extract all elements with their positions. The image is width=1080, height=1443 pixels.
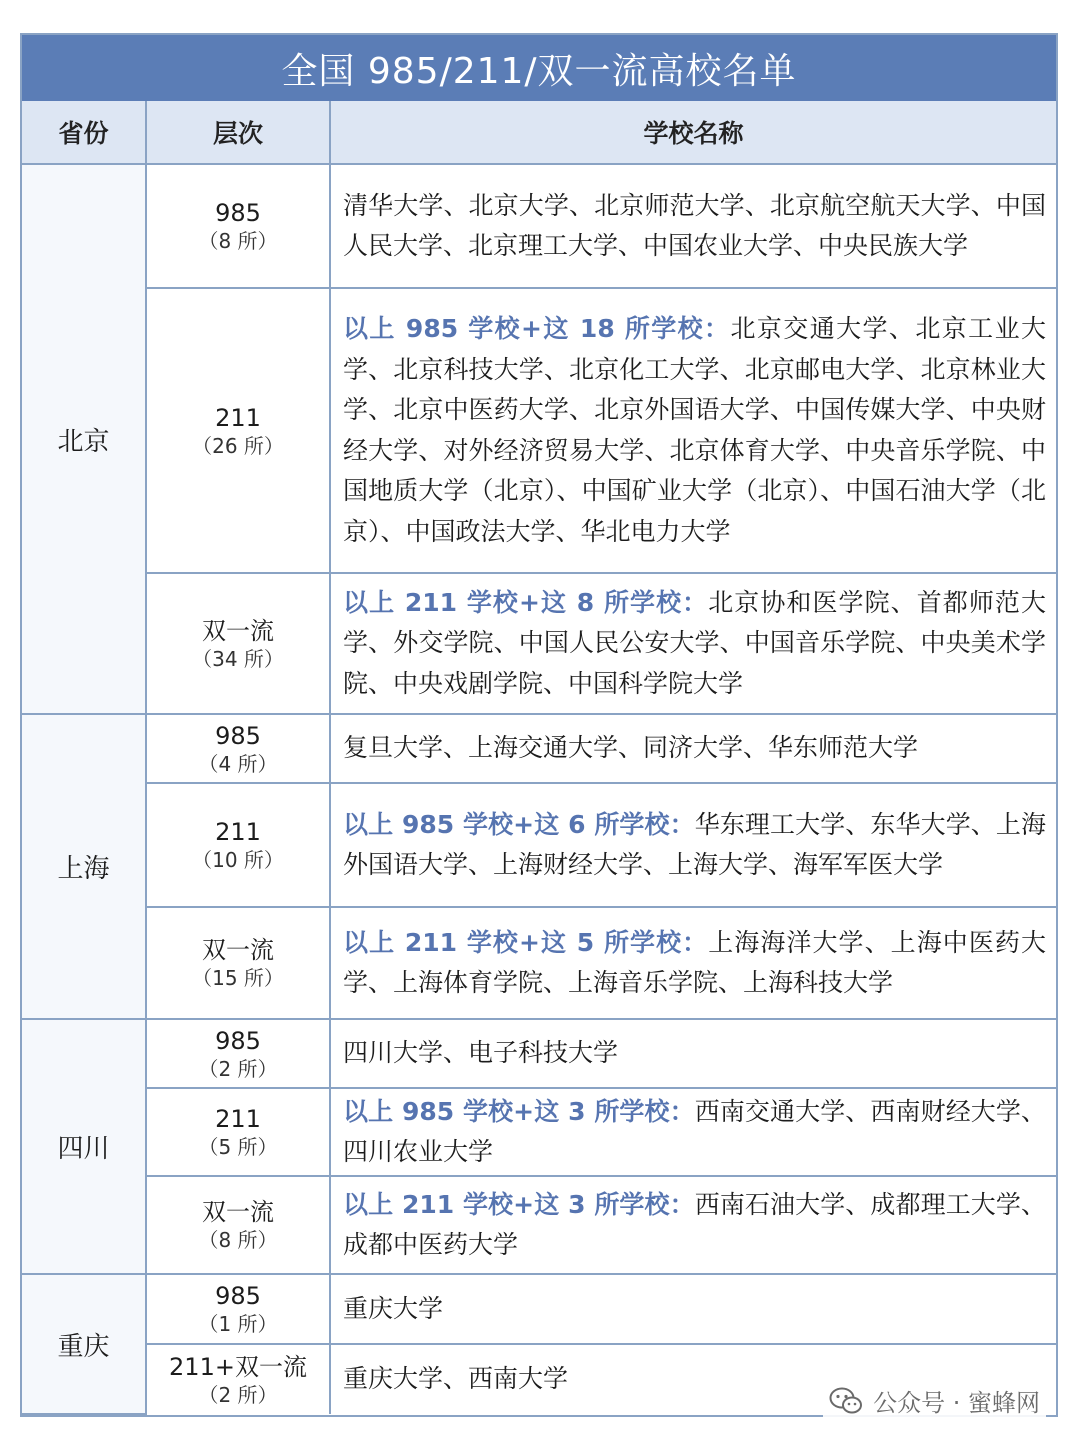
school-list-prefix: 以上 985 学校+这 18 所学校：: [343, 314, 731, 343]
school-list: 北京协和医学院、首都师范大学、外交学院、中国人民公安大学、中国音乐学院、中央美术学院、中央戏剧学院、中国科学院大学: [343, 587, 1046, 698]
level-name: 211: [215, 403, 261, 432]
school-list-prefix: 以上 211 学校+这 3 所学校：: [343, 1189, 695, 1219]
school-list: 华东理工大学、东华大学、上海外国语大学、上海财经大学、上海大学、海军军医大学: [343, 809, 1046, 879]
school-list-prefix: 以上 211 学校+这 8 所学校：: [343, 587, 709, 617]
level-cell: [146, 907, 330, 1019]
table-row: [22, 164, 1056, 288]
level-cell: [146, 1176, 330, 1274]
school-list: 西南石油大学、成都理工大学、成都中医药大学: [343, 1189, 1046, 1259]
schools-cell: [330, 164, 1056, 288]
level-count: （34 所）: [192, 646, 284, 671]
province-beijing: 北京: [22, 164, 146, 714]
school-list: 重庆大学、西南大学: [343, 1364, 569, 1394]
level-count: （2 所）: [198, 1382, 278, 1407]
table-row: [22, 1019, 1056, 1088]
table-row: [22, 907, 1056, 1019]
schools-table-card: [20, 33, 1058, 1417]
page-title: 全国 985/211/双一流高校名单: [22, 35, 1056, 101]
level-cell: [146, 783, 330, 907]
province-shanghai: 上海: [22, 714, 146, 1019]
level-name: 211+双一流: [169, 1352, 307, 1381]
schools-cell: [330, 1088, 1056, 1176]
table-row: [22, 288, 1056, 573]
province-sichuan: 四川: [22, 1019, 146, 1274]
header-schools: 学校名称: [330, 101, 1056, 164]
level-count: （26 所）: [192, 433, 284, 458]
header-province: 省份: [22, 101, 146, 164]
schools-cell: [330, 1019, 1056, 1088]
school-list: 重庆大学: [343, 1293, 444, 1323]
school-list-prefix: 以上 211 学校+这 5 所学校：: [343, 927, 709, 957]
level-cell: [146, 573, 330, 714]
table-row: [22, 573, 1056, 714]
school-list-prefix: 以上 985 学校+这 6 所学校：: [343, 809, 695, 839]
schools-cell: [330, 907, 1056, 1019]
level-name: 985: [215, 199, 261, 227]
level-count: （5 所）: [198, 1135, 278, 1159]
watermark-text: 公众号 · 蜜蜂网: [873, 1389, 1040, 1417]
table-row: [22, 1274, 1056, 1344]
level-count: （10 所）: [192, 848, 284, 872]
level-name: 985: [215, 1282, 261, 1310]
school-list: 北京交通大学、北京工业大学、北京科技大学、北京化工大学、北京邮电大学、北京林业大学、北京中医药大学、北京外国语大学、中国传媒大学、中央财经大学、对外经济贸易大学、北京体育大学、中央音乐学院、中国地质大学（北京）、中国矿业大学（北京）、中国石油大学（北京）、中国政法大学、华北电力大学: [343, 314, 1046, 546]
table-header-row: [22, 101, 1056, 164]
province-chongqing: 重庆: [22, 1274, 146, 1414]
level-count: （2 所）: [198, 1056, 278, 1081]
level-cell: [146, 1019, 330, 1088]
watermark: [823, 1381, 1046, 1420]
school-list: 四川大学、电子科技大学: [343, 1038, 619, 1068]
level-name: 211: [215, 818, 261, 846]
schools-cell: [330, 714, 1056, 783]
school-list: 上海海洋大学、上海中医药大学、上海体育学院、上海音乐学院、上海科技大学: [343, 927, 1046, 997]
level-cell: [146, 1088, 330, 1176]
table-row: [22, 714, 1056, 783]
level-name: 211: [215, 1105, 261, 1133]
table-row: [22, 1088, 1056, 1176]
level-count: （15 所）: [192, 966, 284, 990]
schools-cell: [330, 1274, 1056, 1344]
table-row: [22, 1176, 1056, 1274]
schools-cell: [330, 1176, 1056, 1274]
level-name: 双一流: [202, 1198, 274, 1226]
level-name: 双一流: [202, 616, 274, 645]
school-list: 清华大学、北京大学、北京师范大学、北京航空航天大学、中国人民大学、北京理工大学、中国农业大学、中央民族大学: [343, 190, 1046, 260]
school-list: 复旦大学、上海交通大学、同济大学、华东师范大学: [343, 733, 919, 763]
school-list-prefix: 以上 985 学校+这 3 所学校：: [343, 1096, 695, 1126]
level-count: （1 所）: [198, 1312, 278, 1336]
level-cell: [146, 164, 330, 288]
schools-cell: [330, 573, 1056, 714]
level-count: （8 所）: [198, 1228, 278, 1252]
schools-cell: [330, 288, 1056, 573]
level-name: 985: [215, 1026, 261, 1055]
schools-cell: [330, 783, 1056, 907]
level-cell: [146, 1274, 330, 1344]
level-cell: [146, 714, 330, 783]
school-list: 西南交通大学、西南财经大学、四川农业大学: [343, 1096, 1046, 1166]
level-cell: [146, 288, 330, 573]
header-level: 层次: [146, 101, 330, 164]
level-count: （8 所）: [198, 229, 278, 253]
level-name: 985: [215, 721, 261, 750]
level-name: 双一流: [202, 936, 274, 964]
schools-table: [22, 101, 1056, 1415]
wechat-icon: [829, 1387, 863, 1415]
table-row: [22, 783, 1056, 907]
level-cell: [146, 1344, 330, 1414]
level-count: （4 所）: [198, 751, 278, 776]
